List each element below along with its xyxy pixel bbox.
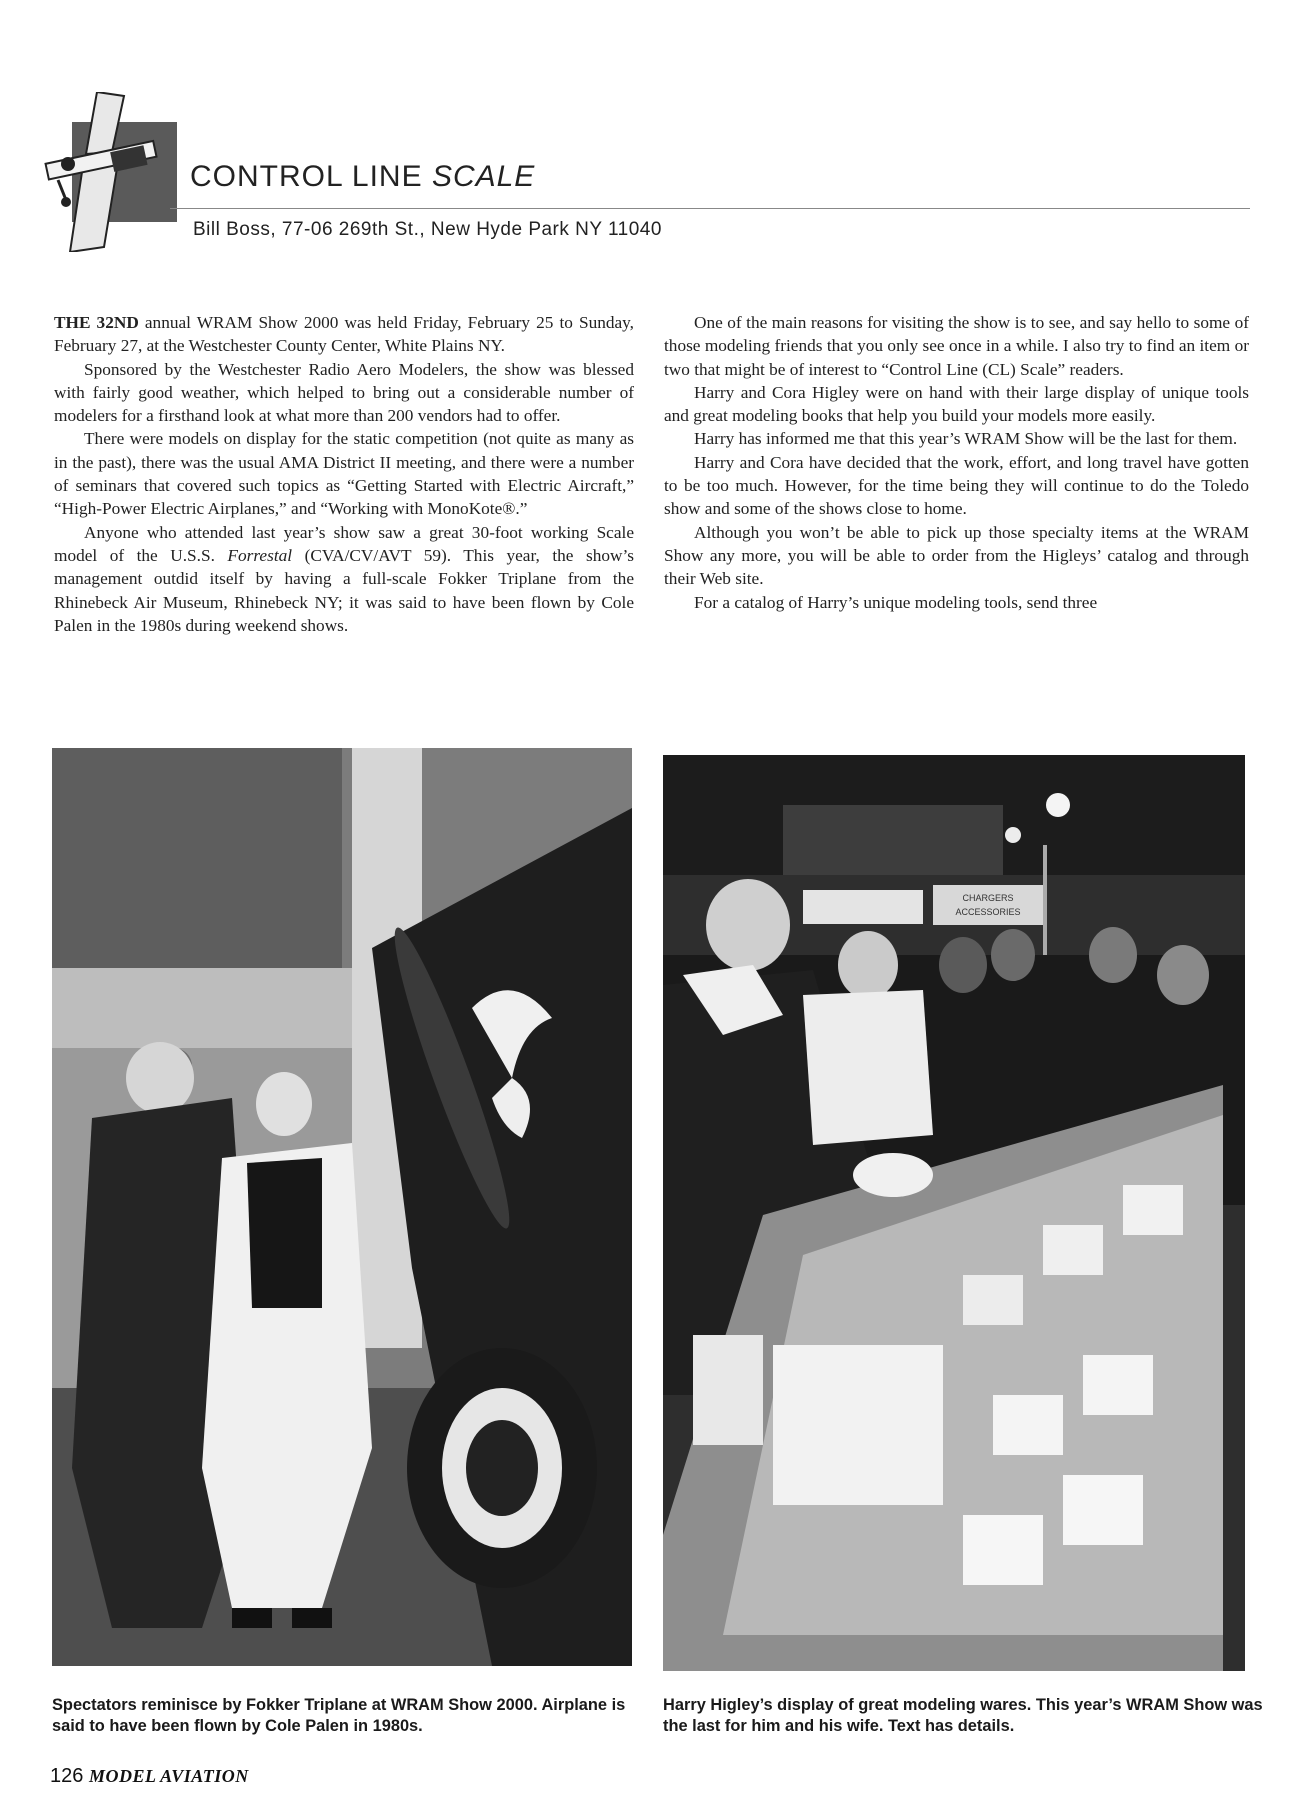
article-column-left — [54, 311, 634, 637]
page-footer — [50, 1765, 249, 1788]
sign-chargers: CHARGERS — [962, 893, 1014, 903]
article-paragraph: Sponsored by the Westchester Radio Aero Modelers, the show was blessed with fairly good weather, which helped to bring out a considerable number of modelers for a firsthand look at what more than 200 vendors had to offer. — [54, 359, 634, 426]
page-number: 126 — [50, 1765, 84, 1787]
article-paragraph: One of the main reasons for visiting the show is to see, and say hello to some of those modeling friends that you only see once in a while. I also try to find an item or two that might be of interest to “Control Line (CL) Scale” readers. — [664, 313, 1249, 379]
article-column-right — [664, 311, 1249, 614]
photo-fokker-triplane — [52, 748, 632, 1666]
photo-caption-right: Harry Higley’s display of great modeling wares. This year’s WRAM Show was the last for him and his wife. Text has details. — [663, 1696, 1263, 1735]
header-rule — [170, 208, 1250, 209]
article-paragraph — [54, 311, 634, 358]
article-paragraph: Harry and Cora have decided that the work, effort, and long travel have gotten to be too much. However, for the time being they will continue to do the Toledo show and some of the shows close to home. — [664, 452, 1249, 519]
photo-caption-left: Spectators reminisce by Fokker Triplane at WRAM Show 2000. Airplane is said to have been flown by Cole Palen in 1980s. — [52, 1696, 626, 1735]
article-paragraph: For a catalog of Harry’s unique modeling tools, send three — [694, 592, 1098, 612]
article-paragraph — [54, 521, 634, 637]
author-byline: Bill Boss, 77-06 269th St., New Hyde Park NY 11040 — [193, 219, 662, 240]
article-paragraph: Harry has informed me that this year’s WRAM Show will be the last for them. — [694, 429, 1238, 449]
section-title-main: CONTROL LINE — [190, 160, 423, 193]
article-paragraph: There were models on display for the static competition (not quite as many as in the past), there was the usual AMA District II meeting, and there were a number of seminars that covered such topics as “Getting Started with Electric Aircraft,” “High-Power Electric Airplanes,” and “Working with MonoKote®.” — [54, 429, 634, 519]
ship-name: Forrestal — [227, 545, 293, 565]
section-title — [190, 160, 535, 194]
article-lead-bold: THE 32ND — [54, 313, 139, 332]
article-text: Anyone who attended last year’s show saw a great 30-foot working Scale model of the U.S.S. — [54, 522, 634, 565]
article-text: (CVA/CV/AVT 59). This year, the show’s management outdid itself by having a full-scale Fokker Triplane from the Rhinebeck Air Museum, Rhinebeck NY; it was said to have been flown by Cole Palen in the 1980s during weekend shows. — [54, 545, 634, 635]
article-paragraph: Harry and Cora Higley were on hand with their large display of unique tools and great modeling books that help you build your models more easily. — [664, 382, 1249, 426]
section-logo-airplane-icon — [42, 92, 182, 252]
article-lead-text: annual WRAM Show 2000 was held Friday, February 25 to Sunday, February 27, at the Westchester County Center, White Plains NY. — [54, 313, 635, 356]
sign-accessories: ACCESSORIES — [955, 907, 1021, 917]
photo-higley-display — [663, 755, 1245, 1671]
section-title-scale: SCALE — [431, 160, 536, 193]
magazine-name: MODEL AVIATION — [88, 1766, 249, 1786]
article-paragraph: Although you won’t be able to pick up those specialty items at the WRAM Show any more, you will be able to order from the Higleys’ catalog and through their Web site. — [664, 522, 1249, 589]
